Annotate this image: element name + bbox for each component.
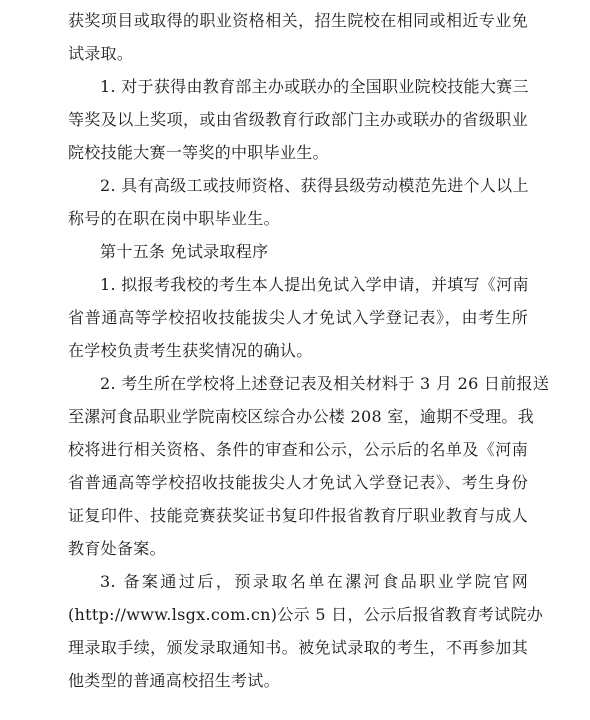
text-line: 2. 具有高级工或技师资格、获得县级劳动模范先进个人以上 xyxy=(100,176,529,195)
text-line: 证复印件、技能竞赛获奖证书复印件报省教育厅职业教育与成人 xyxy=(68,506,528,525)
text-line: 试录取。 xyxy=(68,44,134,63)
paragraph-15-3 xyxy=(68,565,544,697)
paragraph-continuation xyxy=(68,4,528,70)
text-line: 第十五条 免试录取程序 xyxy=(100,242,269,261)
text-line: 在学校负责考生获奖情况的确认。 xyxy=(68,341,313,360)
text-line: 称号的在职在岗中职毕业生。 xyxy=(68,209,280,228)
text-line: 教育处备案。 xyxy=(68,539,166,558)
text-line: 1. 对于获得由教育部主办或联办的全国职业院校技能大赛三 xyxy=(100,77,529,96)
text-line: 获奖项目或取得的职业资格相关，招生院校在相同或相近专业免 xyxy=(68,11,528,30)
paragraph-15-1 xyxy=(68,268,528,367)
text-line: 1. 拟报考我校的考生本人提出免试入学申请，并填写《河南 xyxy=(100,275,529,294)
paragraph-item-1 xyxy=(68,70,528,169)
text-line: 他类型的普通高校招生考试。 xyxy=(68,671,280,690)
text-line: 校将进行相关资格、条件的审查和公示，公示后的名单及《河南 xyxy=(68,440,528,459)
paragraph-item-2 xyxy=(68,169,528,235)
text-line: (http://www.lsgx.com.cn)公示 5 日，公示后报省教育考试院办 xyxy=(68,605,544,624)
text-line: 3. 备案通过后，预录取名单在漯河食品职业学院官网 xyxy=(100,572,528,591)
text-line: 省普通高等学校招收技能拔尖人才免试入学登记表》、考生身份 xyxy=(68,473,528,492)
text-line: 院校技能大赛一等奖的中职毕业生。 xyxy=(68,143,329,162)
article-15-heading xyxy=(68,235,528,268)
text-line: 省普通高等学校招收技能拔尖人才免试入学登记表》，由考生所 xyxy=(68,308,528,327)
text-line: 2. 考生所在学校将上述登记表及相关材料于 3 月 26 日前报送 xyxy=(100,374,550,393)
paragraph-15-2 xyxy=(68,367,550,565)
text-line: 等奖及以上奖项，或由省级教育行政部门主办或联办的省级职业 xyxy=(68,110,528,129)
text-line: 至漯河食品职业学院南校区综合办公楼 208 室，逾期不受理。我 xyxy=(68,407,535,426)
text-line: 理录取手续，颁发录取通知书。被免试录取的考生，不再参加其 xyxy=(68,638,528,657)
